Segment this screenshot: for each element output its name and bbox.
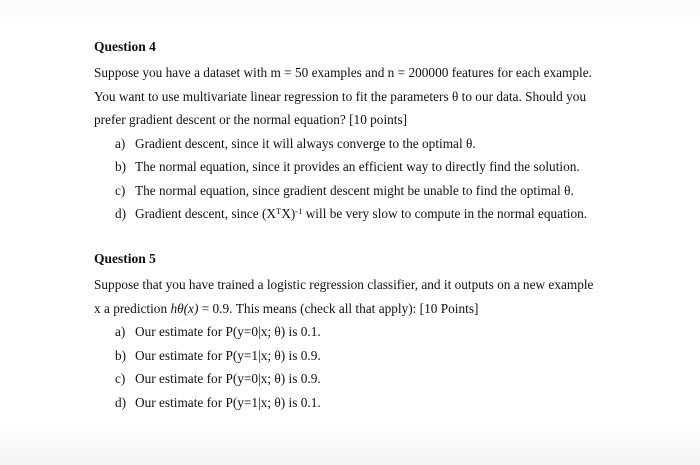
- option-letter: a): [115, 324, 126, 339]
- question-5-option-a[interactable]: [94, 320, 634, 344]
- question-5-option-c[interactable]: [94, 367, 634, 391]
- question-4-option-a[interactable]: [94, 132, 634, 156]
- option-letter: d): [115, 206, 127, 221]
- option-letter: b): [115, 159, 127, 174]
- option-text: The normal equation, since gradient descent might be unable to find the optimal θ.: [135, 182, 574, 198]
- question-4-option-d[interactable]: [94, 202, 634, 226]
- question-5-text-line-2: [94, 297, 634, 321]
- question-4-text-line-2: You want to use multivariate linear regression to fit the parameters θ to our data. Should you: [94, 88, 587, 104]
- question-4-text-line-3: prefer gradient descent or the normal equation? [10 points]: [94, 112, 408, 127]
- option-text: Our estimate for P(y=1|x; θ) is 0.9.: [135, 347, 321, 363]
- transpose-superscript: T: [276, 206, 282, 216]
- question-5-text: [94, 273, 634, 320]
- question-4-options: [94, 132, 634, 226]
- question-4-title: Question 4: [94, 39, 156, 54]
- question-5-text-line-1: Suppose that you have trained a logistic regression classifier, and it outputs on a new example: [94, 277, 594, 292]
- question-4-text-line-1: Suppose you have a dataset with m = 50 examples and n = 200000 features for each example.: [94, 65, 592, 80]
- question-5-options: [94, 320, 634, 414]
- question-5-option-b[interactable]: [94, 344, 634, 368]
- question-4-text: [94, 61, 634, 132]
- option-letter: c): [115, 371, 126, 386]
- option-text: Our estimate for P(y=1|x; θ) is 0.1.: [135, 394, 321, 410]
- hypothesis-function: hθ(x): [170, 300, 199, 316]
- option-text: Our estimate for P(y=0|x; θ) is 0.9.: [135, 371, 321, 386]
- inverse-superscript: -1: [295, 206, 303, 216]
- line-2-prefix: x a prediction: [94, 300, 171, 316]
- question-5-title: Question 5: [94, 251, 156, 266]
- question-5-option-d[interactable]: [94, 391, 634, 415]
- option-text: The normal equation, since it provides an efficient way to directly find the solution.: [135, 159, 580, 174]
- question-5: [94, 249, 634, 414]
- option-text-mid: X): [281, 206, 296, 221]
- line-2-suffix: = 0.9. This means (check all that apply): [10 Points]: [198, 300, 479, 316]
- option-letter: b): [115, 347, 127, 363]
- question-4-option-c[interactable]: [94, 179, 634, 203]
- option-text: Our estimate for P(y=0|x; θ) is 0.1.: [135, 324, 321, 339]
- option-text-before: Gradient descent, since (X: [135, 206, 277, 221]
- question-4: [94, 37, 634, 226]
- option-text-after: will be very slow to compute in the normal equation.: [302, 206, 588, 221]
- question-4-option-b[interactable]: [94, 155, 634, 179]
- option-text: Gradient descent, since it will always converge to the optimal θ.: [135, 135, 476, 151]
- option-letter: a): [115, 135, 126, 151]
- option-letter: d): [115, 394, 127, 410]
- option-letter: c): [115, 182, 126, 198]
